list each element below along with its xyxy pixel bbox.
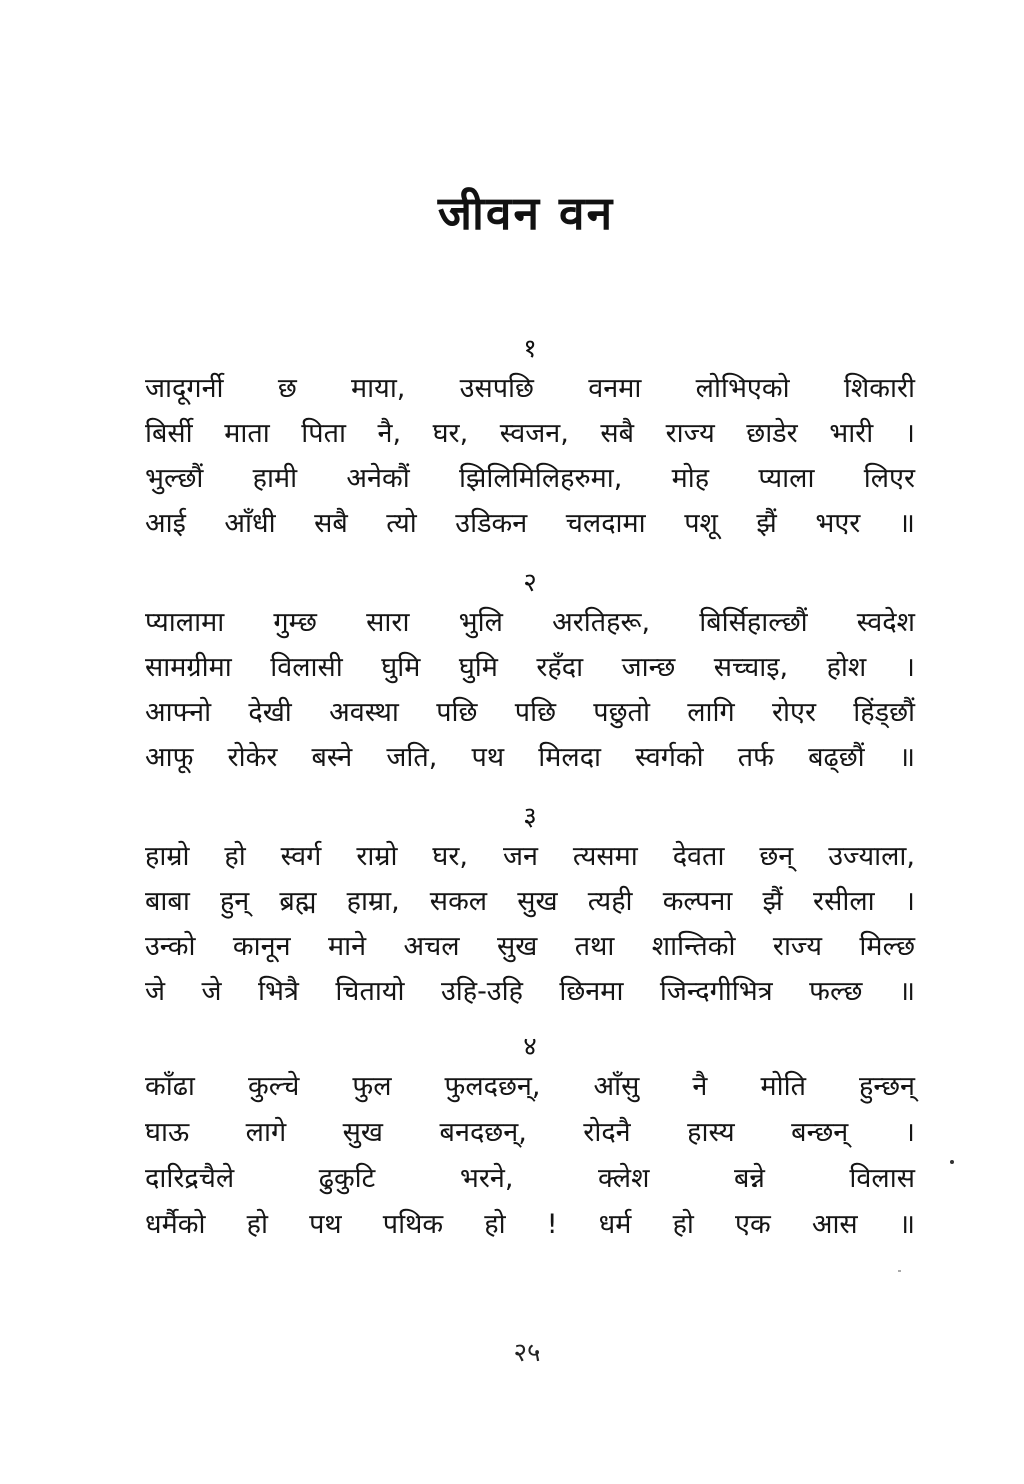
scan-speck — [950, 1160, 954, 1164]
verse-line: प्यालामा गुम्छ सारा भुलि अरतिहरू, बिर्सिहाल्छौं स्वदेश — [145, 607, 915, 638]
verse-line: दारिद्रचैले ढुकुटि भरने, क्लेश बन्ने विलास — [145, 1163, 915, 1194]
verse-line: काँढा कुल्चे फुल फुलदछन्, आँसु नै मोति हुन्छन् — [145, 1071, 915, 1102]
verse-line: जे जे भित्रै चितायो उहि-उहि छिनमा जिन्दगीभित्र फल्छ ॥ — [145, 976, 915, 1007]
stanza-3 — [145, 800, 915, 1014]
verse-line: धर्मैको हो पथ पथिक हो ! धर्म हो एक आस ॥ — [145, 1209, 915, 1240]
stanza-2 — [145, 566, 915, 780]
verse-line: भुल्छौं हामी अनेकौं झिलिमिलिहरुमा, मोह प्याला लिएर — [145, 463, 915, 494]
verse-line: आई आँधी सबै त्यो उडिकन चलदामा पशू झैं भएर ॥ — [145, 508, 915, 539]
verse-line: जादूगर्नी छ माया, उसपछि वनमा लोभिएको शिकारी — [145, 373, 915, 404]
scan-speck — [898, 1270, 901, 1272]
stanza-number: १ — [523, 334, 537, 364]
verse-line: उन्को कानून माने अचल सुख तथा शान्तिको राज्य मिल्छ — [145, 931, 915, 962]
verse-line: बिर्सी माता पिता नै, घर, स्वजन, सबै राज्य छाडेर भारी । — [145, 418, 915, 449]
verse-line: हाम्रो हो स्वर्ग राम्रो घर, जन त्यसमा देवता छन् उज्याला, — [145, 841, 915, 872]
verse-line: घाऊ लागे सुख बनदछन्, रोदनै हास्य बन्छन् । — [145, 1117, 915, 1148]
verse-line: बाबा हुन् ब्रह्म हाम्रा, सकल सुख त्यही कल्पना झैं रसीला । — [145, 886, 915, 917]
verse-line: सामग्रीमा विलासी घुमि घुमि रहँदा जान्छ सच्चाइ, होश । — [145, 652, 915, 683]
verse-line: आफू रोकेर बस्ने जति, पथ मिलदा स्वर्गको तर्फ बढ्छौं ॥ — [145, 742, 915, 773]
stanza-1 — [145, 332, 915, 546]
page-number: २५ — [513, 1338, 541, 1368]
stanza-number: २ — [523, 568, 537, 598]
stanza-number: ३ — [523, 802, 537, 832]
stanza-4 — [145, 1030, 915, 1248]
verse-line: आफ्नो देखी अवस्था पछि पछि पछुतो लागि रोएर हिंड्छौं — [145, 697, 915, 728]
poem-title: जीवन वन — [437, 186, 615, 240]
stanza-number: ४ — [523, 1032, 537, 1062]
